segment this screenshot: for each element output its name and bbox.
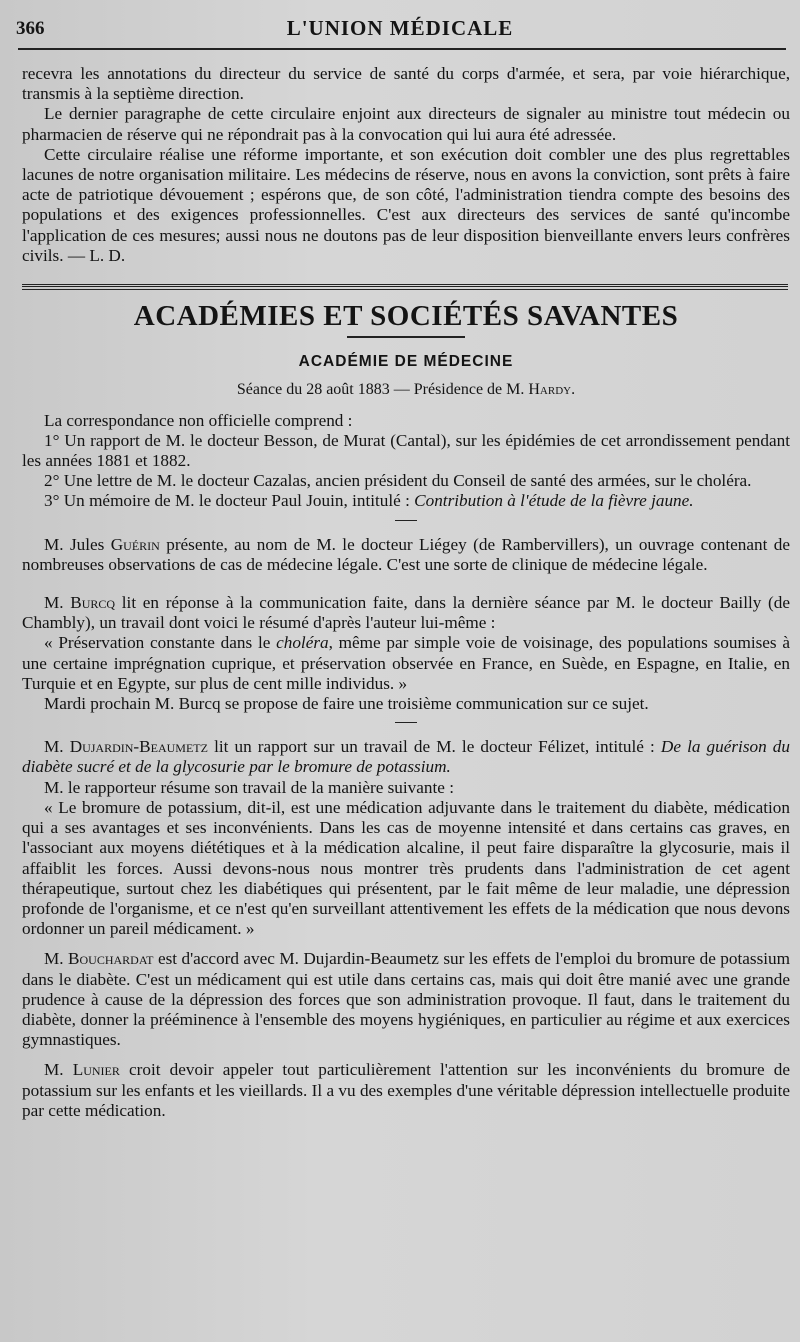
session-prefix: Séance du 28 août 1883 — Présidence de M. — [236, 381, 525, 399]
intro-paragraph-3: Cette circulaire réalise une réforme importante, et son exécution doit combler une des plus regrettables lacunes de notre organisation militaire. Les médecins de réserve, nous en avons la conviction, sont prêts à faire acte de patriotique dévouement ; espérons que, de son côté, l'administration tiendra compte des besoins des populations et des exigences professionnelles. C'est aux directeurs des services de santé qu'incombe l'application de ces mesures; aussi nous ne doutons pas de leur disposition bienveillante envers leurs confrères civils. — L. D. — [22, 144, 790, 265]
burcq-next: Mardi prochain M. Burcq se propose de faire une troisième communication sur ce sujet. — [44, 694, 649, 714]
dujardin-text: lit un rapport sur un travail de M. le docteur Félizet, intitulé : — [214, 737, 655, 757]
burcq-quote-end: , même par simple voie de voisinage, des populations soumises à une certaine imprégnation cuprique, et préservation observée en France, en Suède, en Espagne, en Italie, en Turquie et en Egypte, sur plus de cent mille individus. » — [22, 633, 790, 693]
intro-paragraph-1: recevra les annotations du directeur du service de santé du corps d'armée, et sera, par voie hiérarchique, transmis à la septième direction. — [22, 64, 790, 104]
header-rule — [18, 48, 786, 50]
bouchardat-paragraph: M. Bouchardat est d'accord avec M. Dujardin-Beaumetz sur les effets de l'emploi du bromure de potassium dans le diabète. C'est un médicament qui est utile dans certains cas, mais qui doit être manié avec une grande prudence à cause de la dépression des forces que son administration provoque. Il faut, dans le traitement du diabète, donner la prééminence à l'ensemble des moyens hygiéniques, en particulier au régime et aux exercices gymnastiques. — [22, 949, 790, 1050]
dujardin-paragraph: M. Dujardin-Beaumetz lit un rapport sur un travail de M. le docteur Félizet, intitulé : De la guérison du diabète sucré et de la glycosurie par le bromure de potassium. — [22, 737, 790, 777]
guerin-prefix: M. Jules — [44, 534, 105, 554]
item3-title: Contribution à l'étude de la fièvre jaune. — [414, 491, 694, 511]
guerin-text: présente, au nom de M. le docteur Liégey (de Rambervillers), un ouvrage contenant de nombreuses observations de cas de médecine légale. C'est une sorte de clinique de médecine légale. — [22, 534, 790, 574]
burcq-quote-start: « Préservation constante dans le — [44, 633, 271, 653]
journal-title: L'UNION MÉDICALE — [286, 16, 514, 40]
item3-text: 3° Un mémoire de M. le docteur Paul Jouin, intitulé : — [44, 491, 410, 511]
bouchardat-name: Bouchardat — [68, 949, 154, 969]
dujardin-summary-intro: M. le rapporteur résume son travail de la manière suivante : — [44, 777, 454, 797]
dujardin-title: De la guérison du diabète sucré et de la glycosurie par le bromure de potassium. — [22, 737, 790, 777]
academy-title: ACADÉMIE DE MÉDECINE — [298, 353, 514, 371]
session-line — [22, 380, 790, 400]
running-head — [0, 8, 800, 44]
lunier-text: croit devoir appeler tout particulièrement l'attention sur les inconvénients du bromure de potassium sur les enfants et les vieillards. Il a vu des exemples d'une véritable dépression intellectuelle produite par cette médication. — [22, 1060, 790, 1120]
lunier-name: Lunier — [72, 1060, 120, 1080]
session-president: Hardy. — [528, 381, 576, 399]
section-title: ACADÉMIES ET SOCIÉTÉS SAVANTES — [133, 300, 679, 333]
title-rule — [347, 336, 465, 338]
guerin-paragraph — [22, 535, 790, 575]
lunier-paragraph: M. Lunier croit devoir appeler tout particulièrement l'attention sur les inconvénients du bromure de potassium sur les enfants et les vieillards. Il a vu des exemples d'une véritable dépression intellectuelle produite par cette médication. — [22, 1060, 790, 1120]
burcq-quote — [22, 633, 790, 694]
paragraph-rule — [395, 520, 417, 521]
bouchardat-text: est d'accord avec M. Dujardin-Beaumetz sur les effets de l'emploi du bromure de potassium dans le diabète. C'est un médicament qui est utile dans certains cas, mais qui doit être manié avec une grande prudence à cause de la dépression des forces que son administration provoque. Il faut, dans le traitement du diabète, donner la prééminence à l'ensemble des moyens hygiéniques, en particulier au régime et aux exercices gymnastiques. — [22, 949, 790, 1050]
burcq-paragraph: M. Burcq lit en réponse à la communication faite, dans la dernière séance par M. le docteur Bailly (de Chambly), un travail dont voici le résumé d'après l'auteur lui-même : — [22, 593, 790, 633]
intro-paragraph-2: Le dernier paragraphe de cette circulaire enjoint aux directeurs de signaler au ministre tout médecin ou pharmacien de réserve qui ne répondrait pas à la convocation qui lui aura été adressée. — [22, 104, 790, 144]
correspondence-item-1: 1° Un rapport de M. le docteur Besson, de Murat (Cantal), sur les épidémies de cet arrondissement pendant les années 1881 et 1882. — [22, 430, 790, 471]
paragraph-rule-2 — [395, 722, 417, 723]
correspondence-item-2: 2° Une lettre de M. le docteur Cazalas, ancien président du Conseil de santé des armées, sur le choléra. — [44, 471, 752, 491]
section-separator — [22, 284, 788, 290]
dujardin-name: Dujardin-Beaumetz — [69, 737, 208, 757]
correspondence-item-3 — [22, 491, 790, 511]
burcq-quote-italic: choléra — [276, 633, 329, 653]
article-body — [22, 64, 790, 1121]
burcq-text: lit en réponse à la communication faite, dans la dernière séance par M. le docteur Bailly (de Chambly), un travail dont voici le résumé d'après l'auteur lui-même : — [22, 593, 790, 633]
burcq-name: Burcq — [70, 593, 116, 613]
guerin-name: Guérin — [110, 534, 160, 554]
page-number: 366 — [16, 18, 45, 39]
correspondence-intro: La correspondance non officielle comprend : — [44, 410, 353, 430]
dujardin-quote: « Le bromure de potassium, dit-il, est une médication adjuvante dans le traitement du diabète, médication qui a ses avantages et ses inconvénients. Dans les cas de moyenne intensité et dans certains cas graves, en l'associant aux moyens diététiques et à la médication alcaline, il peut faire disparaître la glycosurie, mais il affaiblit les forces. Aussi devons-nous nous montrer très prudents dans l'administration de cet agent thérapeutique, surtout chez les diabétiques qui présentent, par le fait même de leur maladie, une dépression profonde de l'organisme, et ce n'est qu'en surveillant attentivement les effets de la médication que nous devons ordonner un pareil médicament. » — [22, 797, 790, 939]
